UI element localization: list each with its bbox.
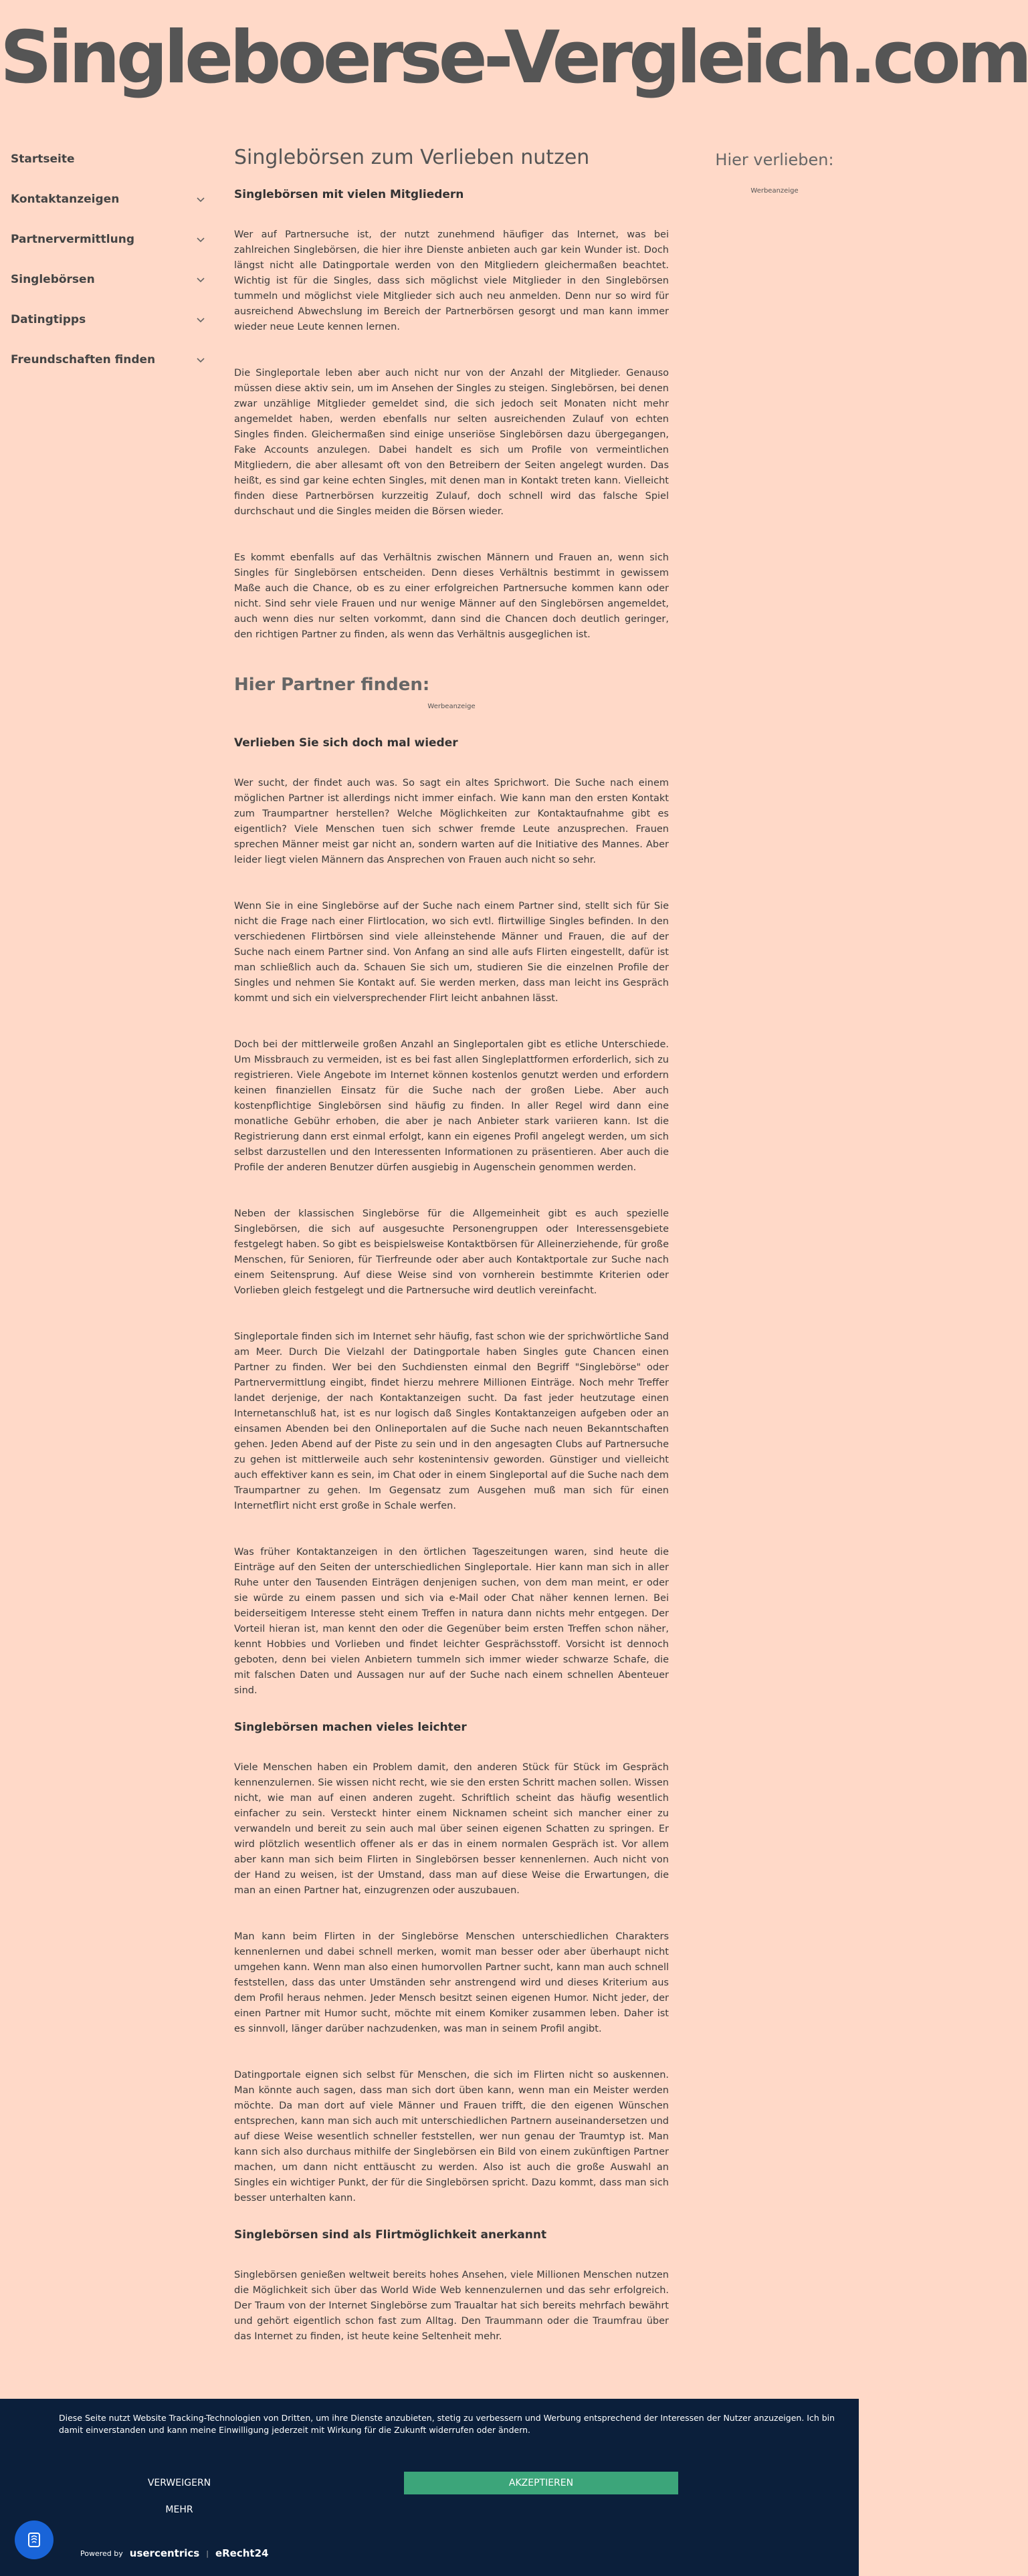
fingerprint-icon[interactable] [15,2520,54,2559]
nav-label: Freundschaften finden [11,353,156,366]
divider: | [206,2549,209,2558]
nav-item-kontaktanzeigen[interactable] [11,179,215,219]
nav-item-singleboersen[interactable] [11,259,215,300]
deny-button[interactable]: VERWEIGERN [147,2478,211,2488]
paragraph: Wer sucht, der findet auch was. So sagt ein altes Sprichwort. Die Suche nach einem möglichen Partner ist allerdings nicht immer einfach. Wie kann man den ersten Kontakt zum Traumpartner herstellen? Welche Möglichkeiten zur Kontaktaufnahme gibt es eigentlich? Viele Menschen tuen sich schwer fremde Leute anzusprechen. Frauen sprechen Männer meist gar nicht an, sondern warten auf die Initiative des Mannes. Aber leider liegt vielen Männern das Ansprechen von Frauen auch nicht so sehr. [234,778,669,865]
ad-label: Werbeanzeige [427,703,476,710]
paragraph: Was früher Kontaktanzeigen in den örtlichen Tageszeitungen waren, sind heute die Einträge auf den Seiten der unterschiedlichen Singleportale. Hier kann man sich in aller Ruhe unter den Tausenden Einträgen denjenigen suchen, von dem man meint, er oder sie würde zu einem passen und sich via e-Mail oder Chat näher kennen lernen. Bei beiderseitigem Interesse steht einem Treffen in natura dann nichts mehr entgegen. Der Vorteil hieran ist, man kennt den oder die Gegenüber beim ersten Treffen schon näher, kennt Hobbies und Vorlieben und findet leichter Gesprächsstoff. Vorsicht ist dennoch geboten, denn bei vielen Anbietern tummeln sich immer wieder schwarze Schafe, die mit falschen Daten und Aussagen nur auf der Suche nach einem schnellen Abenteuer sind. [234,1547,669,1696]
nav-item-partnervermittlung[interactable] [11,219,215,259]
nav-item-startseite[interactable] [11,139,215,179]
paragraph: Datingportale eignen sich selbst für Menschen, die sich im Flirten nicht so auskennen. Man könnte auch sagen, dass man sich dort üben kann, wenn man ein Meister werden möchte. Da man dort auf viele Männer und Frauen trifft, die den eigenen Wünschen entsprechen, kann man sich auch mit unterschiedlichen Partnern auseinandersetzen und auf diese Weise wesentlich schneller feststellen, wer nun genau der Traumtyp ist. Man kann sich also durchaus mithilfe der Singlebörsen ein Bild von einem zukünftigen Partner machen, um dann nicht enttäuscht zu werden. Also ist auch die große Auswahl an Singles ein wichtiger Punkt, der für die Singlebörsen spricht. Dazu kommt, dass man sich besser unterhalten kann. [234,2070,669,2204]
partner-title: Hier Partner finden: [234,675,430,695]
paragraph: Singleportale finden sich im Internet sehr häufig, fast schon wie der sprichwörtliche Sand am Meer. Durch Die Vielzahl der Datingportale haben Singles gute Chancen einen Partner zu finden. Wer bei den Suchdiensten einmal den Begriff "Singlebörse" oder Partnervermittlung eingibt, findet hierzu mehrere Millionen Einträge. Noch mehr Treffer landet derjenige, der nach Kontaktanzeigen sucht. Da fast jeder heutzutage einen Internetanschluß hat, ist es nur logisch daß Singles Kontaktanzeigen aufgeben oder an einsamen Abenden bei den Onlineportalen auf die Suche nach neuen Bekanntschaften gehen. Jeden Abend auf der Piste zu sein und in den angesagten Clubs auf Partnersuche zu gehen ist mittlerweile auch sehr kostenintensiv geworden. Günstiger und vielleicht auch effektiver kann es sein, im Chat oder in einem Singleportal auf die Suche nach dem Traumpartner zu gehen. Im Gegensatz zum Ausgehen muß man sich für einen Internetflirt nicht erst große in Schale werfen. [234,1331,669,1511]
section-heading: Verlieben Sie sich doch mal wieder [234,736,458,750]
paragraph: Singlebörsen genießen weltweit bereits hohes Ansehen, viele Millionen Menschen nutzen die Möglichkeit sich über das World Wide Web kennenzulernen und das sehr erfolgreich. Der Traum von der Internet Singlebörse zum Traualtar hat sich bereits mehrfach bewährt und gehört eigentlich schon fast zum Alltag. Den Traummann oder die Traumfrau über das Internet zu finden, ist heute keine Seltenheit mehr. [234,2270,669,2342]
right-sidebar [708,148,841,195]
powered-by-label: Powered by [80,2549,123,2558]
nav-label: Singlebörsen [11,273,95,286]
ad-label: Werbeanzeige [750,187,799,195]
main-content [234,139,669,2375]
paragraph: Viele Menschen haben ein Problem damit, den anderen Stück für Stück im Gespräch kennenzulernen. Sie wissen nicht recht, wie sie den ersten Schritt machen sollen. Wissen nicht, wie man auf einen anderen zugeht. Schriftlich scheint das häufig wesentlich einfacher zu sein. Versteckt hinter einem Nicknamen scheint sich mancher einer zu verwandeln und bereit zu sein auch mal über seinen eigenen Schatten zu springen. Er wird plötzlich wesentlich offener als er das in einem normalen Gespräch ist. Vor allem aber kann man sich beim Flirten in Singlebörsen besser kennenlernen. Auch nicht von der Hand zu weisen, ist der Umstand, dass man auf diese Weise die Erwartungen, die man an einen Partner hat, einzugrenzen oder auszubauen. [234,1762,669,1896]
right-title: Hier verlieben: [715,150,834,169]
powered-by [80,2547,268,2559]
paragraph: Es kommt ebenfalls auf das Verhältnis zwischen Männern und Frauen an, wenn sich Singles für Singlebörsen entscheiden. Denn dieses Verhältnis bestimmt in gewissem Maße auch die Chance, ob es zu einer erfolgreichen Partnersuche kommen kann oder nicht. Sind sehr viele Frauen und nur wenige Männer auf den Singlebörsen angemeldet, auch wenn dies nur selten vorkommt, dann sind die Chancen doch deutlich geringer, den richtigen Partner zu finden, als wenn das Verhältnis ausgeglichen ist. [234,552,669,640]
nav-item-freundschaften[interactable] [11,340,215,380]
sidebar-nav [11,139,215,380]
nav-label: Startseite [11,152,75,166]
more-button[interactable]: MEHR [165,2504,193,2515]
paragraph: Die Singleportale leben aber auch nicht nur von der Anzahl der Mitglieder. Genauso müssen diese aktiv sein, um im Ansehen der Singles zu steigen. Singlebörsen, bei denen zwar unzählige Mitglieder gemeldet sind, die sich jedoch seit Monaten nicht mehr angemeldet haben, werden ebenfalls nur selten ausreichenden Zulauf von echten Singles finden. Gleichermaßen sind einige unseriöse Singlebörsen dazu übergegangen, Fake Accounts anzulegen. Dabei handelt es sich um Profile von vermeintlichen Mitgliedern, die aber allesamt oft von den Betreibern der Seiten angelegt wurden. Das heißt, es sind gar keine echten Singles, mit denen man in Kontakt treten kann. Vielleicht finden diese Partnerbörsen kurzzeitig Zulauf, doch schnell wird das falsche Spiel durchschaut und die Singles meiden die Börsen wieder. [234,368,669,517]
chevron-down-icon[interactable] [195,234,206,245]
cookie-consent-banner [0,2399,859,2576]
section-heading: Singlebörsen machen vieles leichter [234,1721,467,1734]
usercentrics-logo[interactable]: usercentrics [129,2547,200,2559]
nav-label: Datingtipps [11,313,86,326]
chevron-down-icon[interactable] [195,354,206,365]
site-logo[interactable]: Singleboerse-Vergleich.com [0,16,1028,100]
paragraph: Wenn Sie in eine Singlebörse auf der Suche nach einem Partner sind, stellt sich für Sie nicht die Frage nach einer Flirtlocation, wo sich evtl. flirtwillige Singles befinden. In den verschiedenen Flirtbörsen sind viele alleinstehende Männer und Frauen, die auf der Suche nach einem Partner sind. Von Anfang an sind alle aufs Flirten eingestellt, dafür ist man schließlich auch da. Schauen Sie sich um, studieren Sie die einzelnen Profile der Singles und nehmen Sie Kontakt auf. Sie werden merken, dass man leicht ins Gespräch kommt und sich ein vielversprechender Flirt leicht anbahnen lässt. [234,901,669,1004]
paragraph: Doch bei der mittlerweile großen Anzahl an Singleportalen gibt es etliche Unterschiede. Um Missbrauch zu vermeiden, ist es bei fast allen Singleplattformen erforderlich, sich zu registrieren. Viele Angebote im Internet können kostenlos genutzt werden und erfordern keinen finanziellen Einsatz für die Suche nach der großen Liebe. Aber auch kostenpflichtige Singlebörsen sind häufig zu finden. In aller Regel wird dann eine monatliche Gebühr erhoben, die aber je nach Anbieter stark variieren kann. Ist die Registrierung dann erst einmal erfolgt, kann ein eigenes Profil angelegt werden, um sich selbst darzustellen und den Interessenten Informationen zu präsentieren. Aber auch die Profile der anderen Benutzer dürfen ausgiebig in Augenschein genommen werden. [234,1039,669,1173]
consent-text: Diese Seite nutzt Website Tracking-Technologien von Dritten, um ihre Dienste anzubieten, stetig zu verbessern und Werbung entsprechend der Interessen der Nutzer anzuzeigen. Ich bin damit einverstanden und kann meine Einwilligung jederzeit mit Wirkung für die Zukunft widerrufen oder ändern. [59,2413,835,2435]
accept-button[interactable]: AKZEPTIEREN [404,2472,678,2494]
erecht24-logo[interactable]: eRecht24 [215,2547,269,2559]
paragraph: Man kann beim Flirten in der Singlebörse Menschen unterschiedlichen Charakters kennenlernen und dabei schnell merken, womit man besser oder aber überhaupt nicht umgehen kann. Wenn man also einen humorvollen Partner sucht, kann man auch schnell feststellen, dass das unter Umständen sehr anstrengend wird und dieses Kriterium aus dem Profil heraus nehmen. Jeder Mensch besitzt seinen eigenen Humor. Nicht jeder, der einen Partner mit Humor sucht, möchte mit einem Komiker zusammen leben. Daher ist es sinnvoll, länger darüber nachzudenken, was man in seinem Profil angibt. [234,1931,669,2034]
chevron-down-icon[interactable] [195,274,206,285]
nav-label: Kontaktanzeigen [11,193,120,206]
nav-label: Partnervermittlung [11,233,134,246]
page-title: Singlebörsen zum Verlieben nutzen [234,146,590,169]
paragraph: Neben der klassischen Singlebörse für die Allgemeinheit gibt es auch spezielle Singlebörsen, die sich auf ausgesuchte Personengruppen oder Interessensgebiete festgelegt haben. So gibt es beispielsweise Kontaktbörsen für Alleinerziehende, für große Menschen, für Senioren, für Tierfreunde oder aber auch Kontaktportale zur Suche nach einem Seitensprung. Auf diese Weise sind von vornherein bestimmte Kriterien oder Vorlieben gleich festgelegt und die Partnersuche wird deutlich vereinfacht. [234,1208,669,1296]
chevron-down-icon[interactable] [195,194,206,205]
nav-item-datingtipps[interactable] [11,300,215,340]
section-heading: Singlebörsen sind als Flirtmöglichkeit anerkannt [234,2228,547,2242]
chevron-down-icon[interactable] [195,314,206,325]
paragraph: Wer auf Partnersuche ist, der nutzt zunehmend häufiger das Internet, was bei zahlreichen Singlebörsen, die hier ihre Dienste anbieten auch gar kein Wunder ist. Doch längst nicht alle Datingportale werden von den Mitgliedern gleichermaßen beachtet. Wichtig ist für die Singles, dass sich möglichst viele Mitglieder in den Singlebörsen tummeln und möglichst viele Mitglieder sich auch neu anmelden. Denn nur so wird für ausreichend Abwechslung im Bereich der Partnerbörsen gesorgt und man kann immer wieder neue Leute kennen lernen. [234,229,669,332]
section-heading: Singlebörsen mit vielen Mitgliedern [234,188,464,201]
